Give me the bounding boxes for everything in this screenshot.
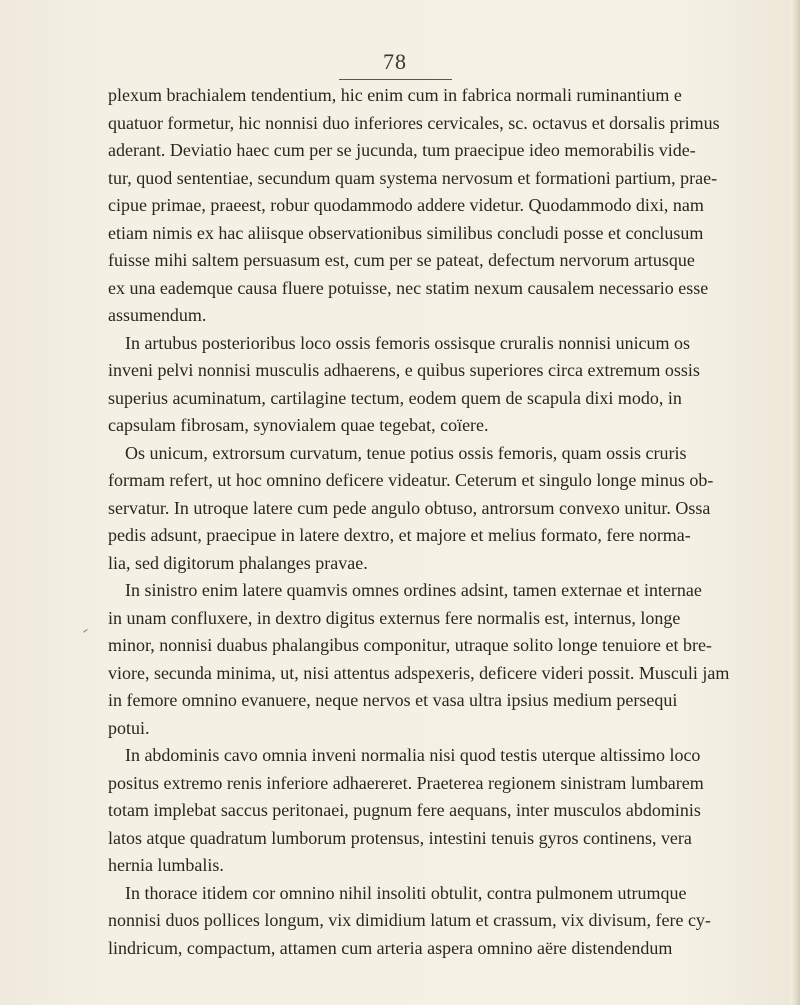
text-line: viore, secunda minima, ut, nisi attentus adspexeris, deficere videri possit. Musculi jam (108, 662, 730, 683)
text-line: totam implebat saccus peritonaei, pugnum fere aequans, inter musculos abdominis (108, 800, 701, 820)
text-line: aderant. Deviatio haec cum per se jucunda, tum praecipue ideo memorabilis vide- (108, 140, 696, 160)
body-text (108, 82, 798, 962)
text-line: servatur. In utroque latere cum pede angulo obtuso, antrorsum convexo unitur. Ossa (108, 497, 711, 518)
text-line: quatuor formetur, hic nonnisi duo inferiores cervicales, sc. octavus et dorsalis primus (108, 112, 720, 133)
text-line: capsulam fibrosam, synovialem quae tegebat, coïere. (108, 415, 489, 435)
text-line: potui. (108, 717, 150, 738)
page-number: 78 (383, 49, 407, 74)
text-line: hernia lumbalis. (108, 855, 224, 875)
text-line: cipue primae, praeest, robur quodammodo addere videtur. Quodammodo dixi, nam (108, 195, 704, 215)
text-line: minor, nonnisi duabus phalangibus componitur, utraque solito longe tenuiore et bre- (108, 635, 712, 655)
text-line: formam refert, ut hoc omnino deficere videatur. Ceterum et singulo longe minus ob- (108, 470, 714, 490)
text-line: in femore omnino evanuere, neque nervos et vasa ultra ipsius medium persequi (108, 690, 678, 710)
text-line: tur, quod sententiae, secundum quam systema nervosum et formationi partium, prae- (108, 167, 718, 188)
text-line: fuisse mihi saltem persuasum est, cum per se pateat, defectum nervorum artusque (108, 250, 695, 270)
text-line: positus extremo renis inferiore adhaereret. Praeterea regionem sinistram lumbarem (108, 772, 704, 793)
paragraph-first-line: In artubus posterioribus loco ossis femoris ossisque cruralis nonnisi unicum os (125, 332, 690, 353)
text-line: latos atque quadratum lumborum protensus, intestini tenuis gyros continens, vera (108, 827, 692, 848)
text-line: plexum brachialem tendentium, hic enim cum in fabrica normali ruminantium e (108, 85, 682, 105)
text-line: etiam nimis ex hac aliisque observationibus similibus concludi posse et conclusum (108, 222, 704, 243)
paragraph-first-line: Os unicum, extrorsum curvatum, tenue potius ossis femoris, quam ossis cruris (125, 442, 687, 463)
text-line: assumendum. (108, 305, 207, 325)
paragraph-first-line: In thorace itidem cor omnino nihil insoliti obtulit, contra pulmonem utrumque (125, 882, 687, 903)
margin-mark (83, 629, 90, 636)
header-rule (339, 79, 452, 80)
text-line: inveni pelvi nonnisi musculis adhaerens, e quibus superiores circa extremum ossis (108, 360, 700, 380)
text-line: lindricum, compactum, attamen cum arteria aspera omnino aëre distendendum (108, 937, 673, 958)
paragraph-first-line: In sinistro enim latere quamvis omnes ordines adsint, tamen externae et internae (125, 580, 702, 600)
paragraph-first-line: In abdominis cavo omnia inveni normalia nisi quod testis uterque altissimo loco (125, 745, 701, 765)
text-line: pedis adsunt, praecipue in latere dextro, et majore et melius formato, fere norma- (108, 525, 691, 545)
text-line: lia, sed digitorum phalanges pravae. (108, 552, 368, 573)
text-line: in unam confluxere, in dextro digitus externus fere normalis est, internus, longe (108, 607, 681, 628)
text-line: ex una eademque causa fluere potuisse, nec statim nexum causalem necessario esse (108, 277, 709, 298)
text-line: superius acuminatum, cartilagine tectum, eodem quem de scapula dixi modo, in (108, 387, 682, 408)
text-line: nonnisi duos pollices longum, vix dimidium latum et crassum, vix divisum, fere cy- (108, 910, 711, 930)
